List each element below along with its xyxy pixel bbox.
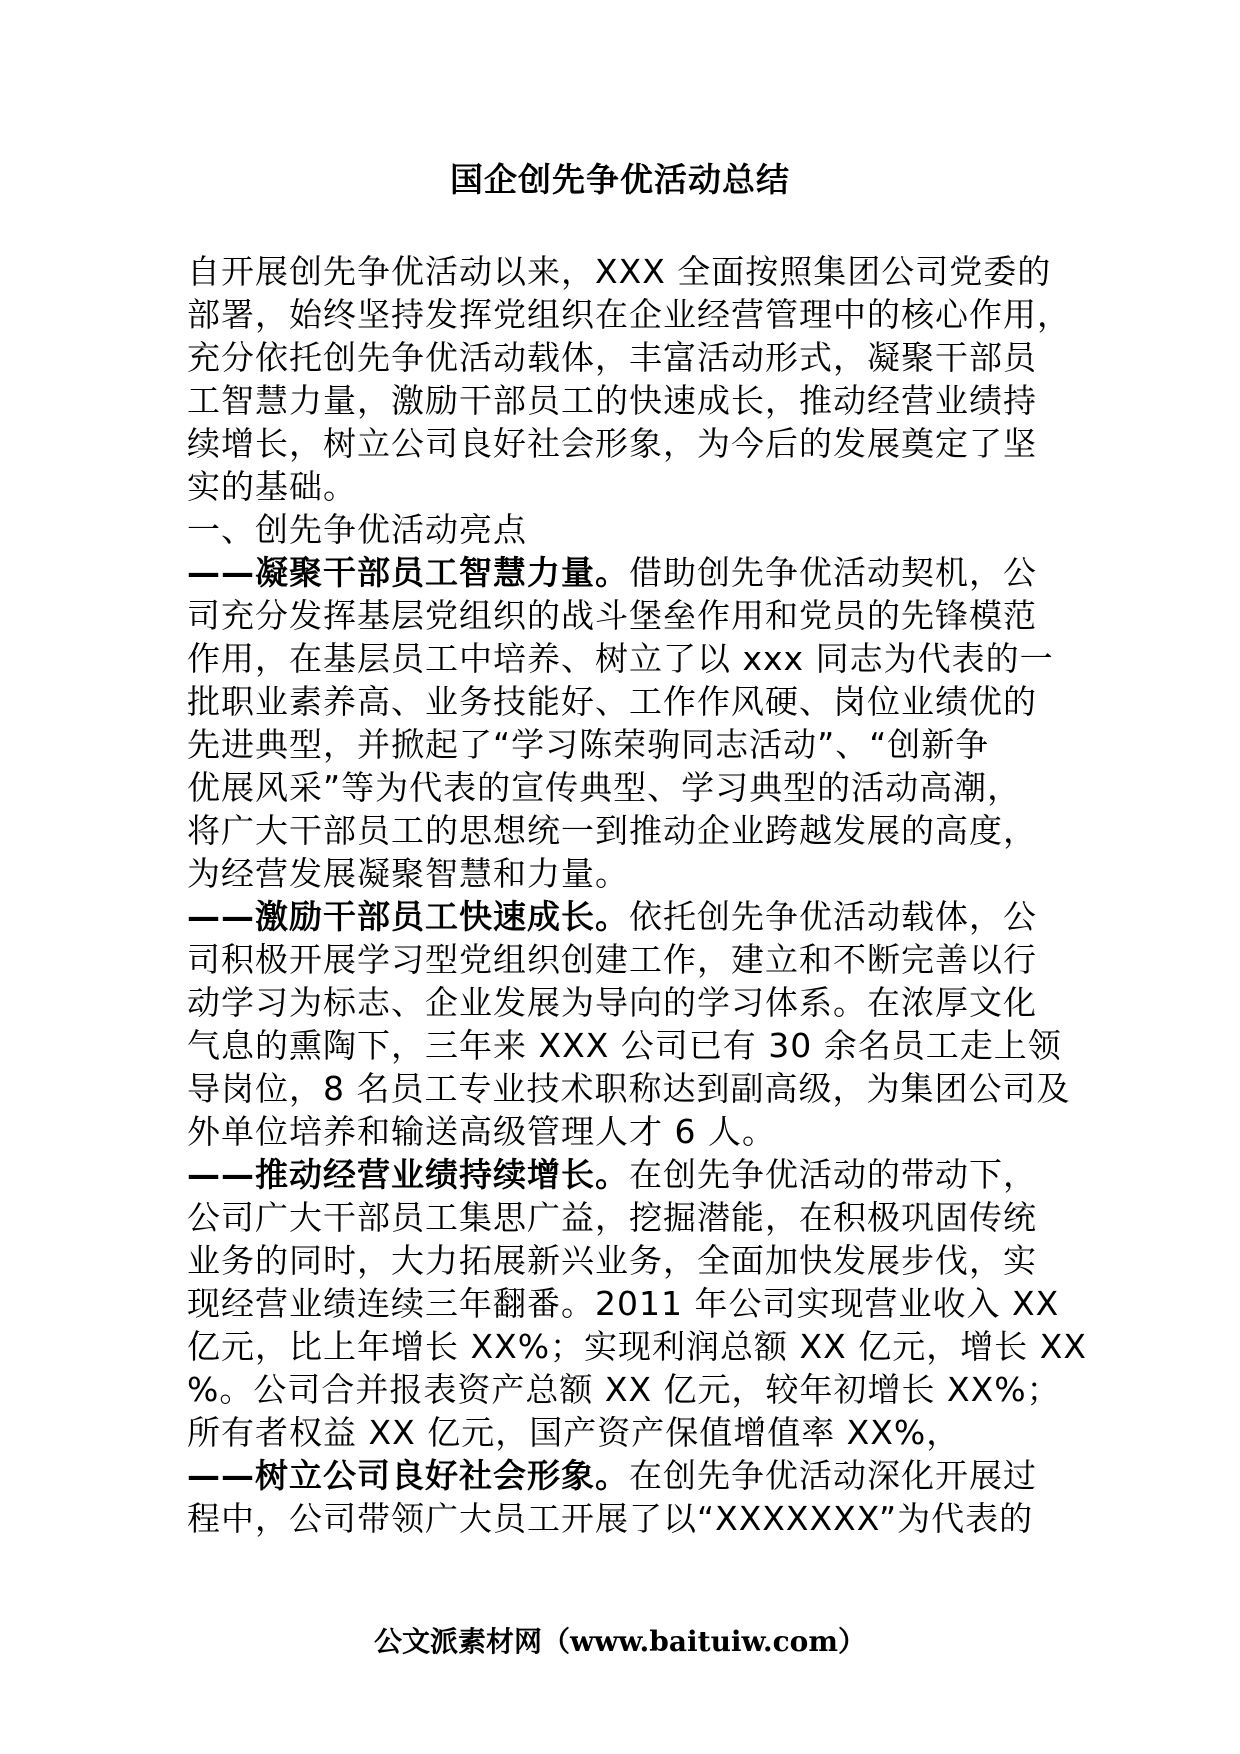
text-line bbox=[187, 508, 1067, 551]
line-text: 充分依托创先争优活动载体，丰富活动形式，凝聚干部员 bbox=[187, 338, 1037, 377]
text-line bbox=[187, 250, 1067, 293]
footer-watermark: 公文派素材网（www.baituiw.com） bbox=[374, 1625, 866, 1658]
line-text: 公司广大干部员工集思广益，挖掘潜能，在积极巩固传统 bbox=[187, 1198, 1037, 1237]
text-line bbox=[187, 680, 1067, 723]
text-line bbox=[187, 895, 1067, 938]
line-text: 司充分发挥基层党组织的战斗堡垒作用和党员的先锋模范 bbox=[187, 596, 1037, 635]
line-text: 气息的熏陶下，三年来 XXX 公司已有 30 余名员工走上领 bbox=[187, 1026, 1062, 1065]
line-text: 优展风采”等为代表的宣传典型、学习典型的活动高潮， bbox=[187, 768, 1022, 807]
line-text: 先进典型，并掀起了“学习陈荣驹同志活动”、“创新争 bbox=[187, 725, 990, 764]
text-line bbox=[187, 1497, 1067, 1540]
text-line bbox=[187, 1454, 1067, 1497]
line-text: 在创先争优活动深化开展过 bbox=[629, 1456, 1037, 1495]
line-text: %。公司合并报表资产总额 XX 亿元，较年初增长 XX%； bbox=[187, 1370, 1061, 1409]
text-line bbox=[187, 1067, 1071, 1110]
text-line bbox=[187, 723, 1067, 766]
text-line bbox=[187, 938, 1067, 981]
section-lead: ——激励干部员工快速成长。 bbox=[187, 897, 629, 936]
line-text: 将广大干部员工的思想统一到推动企业跨越发展的高度， bbox=[187, 811, 1037, 850]
line-text: 现经营业绩连续三年翻番。2011 年公司实现营业收入 XX bbox=[187, 1284, 1060, 1323]
text-line bbox=[187, 1110, 1067, 1153]
line-text: 实的基础。 bbox=[187, 467, 357, 506]
text-line bbox=[187, 1024, 1067, 1067]
line-text: 作用，在基层员工中培养、树立了以 xxx 同志为代表的一 bbox=[187, 639, 1054, 678]
text-line bbox=[187, 981, 1067, 1024]
text-line bbox=[187, 1411, 1067, 1454]
line-text: 部署，始终坚持发挥党组织在企业经营管理中的核心作用， bbox=[187, 295, 1071, 334]
text-line bbox=[187, 293, 1071, 336]
line-text: 一、创先争优活动亮点 bbox=[187, 510, 527, 549]
text-line bbox=[187, 809, 1067, 852]
text-line bbox=[187, 1153, 1067, 1196]
text-line bbox=[187, 1325, 1087, 1368]
text-line bbox=[187, 336, 1067, 379]
line-text: 司积极开展学习型党组织创建工作，建立和不断完善以行 bbox=[187, 940, 1037, 979]
line-text: 业务的同时，大力拓展新兴业务，全面加快发展步伐，实 bbox=[187, 1241, 1037, 1280]
page-title: 国企创先争优活动总结 bbox=[450, 160, 790, 199]
text-line bbox=[187, 465, 1067, 508]
line-text: 所有者权益 XX 亿元，国产资产保值增值率 XX%， bbox=[187, 1413, 961, 1452]
line-text: 为经营发展凝聚智慧和力量。 bbox=[187, 854, 629, 893]
section-lead: ——凝聚干部员工智慧力量。 bbox=[187, 553, 629, 592]
text-line bbox=[187, 594, 1067, 637]
line-text: 续增长，树立公司良好社会形象，为今后的发展奠定了坚 bbox=[187, 424, 1037, 463]
line-text: 动学习为标志、企业发展为导向的学习体系。在浓厚文化 bbox=[187, 983, 1037, 1022]
section-lead: ——树立公司良好社会形象。 bbox=[187, 1456, 629, 1495]
text-line bbox=[187, 422, 1067, 465]
line-text: 导岗位，8 名员工专业技术职称达到副高级，为集团公司及 bbox=[187, 1069, 1071, 1108]
text-line bbox=[187, 1239, 1067, 1282]
line-text: 外单位培养和输送高级管理人才 6 人。 bbox=[187, 1112, 776, 1151]
line-text: 工智慧力量，激励干部员工的快速成长，推动经营业绩持 bbox=[187, 381, 1037, 420]
line-text: 批职业素养高、业务技能好、工作作风硬、岗位业绩优的 bbox=[187, 682, 1037, 721]
text-line bbox=[187, 1282, 1067, 1325]
line-text: 程中，公司带领广大员工开展了以“XXXXXXX”为代表的 bbox=[187, 1499, 1034, 1538]
line-text: 借助创先争优活动契机，公 bbox=[629, 553, 1037, 592]
text-line bbox=[187, 551, 1067, 594]
line-text: 依托创先争优活动载体，公 bbox=[629, 897, 1037, 936]
document-body bbox=[187, 250, 1087, 1540]
section-lead: ——推动经营业绩持续增长。 bbox=[187, 1155, 629, 1194]
text-line bbox=[187, 852, 1067, 895]
text-line bbox=[187, 1196, 1067, 1239]
text-line bbox=[187, 1368, 1067, 1411]
line-text: 自开展创先争优活动以来，XXX 全面按照集团公司党委的 bbox=[187, 252, 1052, 291]
line-text: 亿元，比上年增长 XX%；实现利润总额 XX 亿元，增长 XX bbox=[187, 1327, 1087, 1366]
text-line bbox=[187, 379, 1067, 422]
text-line bbox=[187, 766, 1067, 809]
line-text: 在创先争优活动的带动下， bbox=[629, 1155, 1037, 1194]
text-line bbox=[187, 637, 1067, 680]
